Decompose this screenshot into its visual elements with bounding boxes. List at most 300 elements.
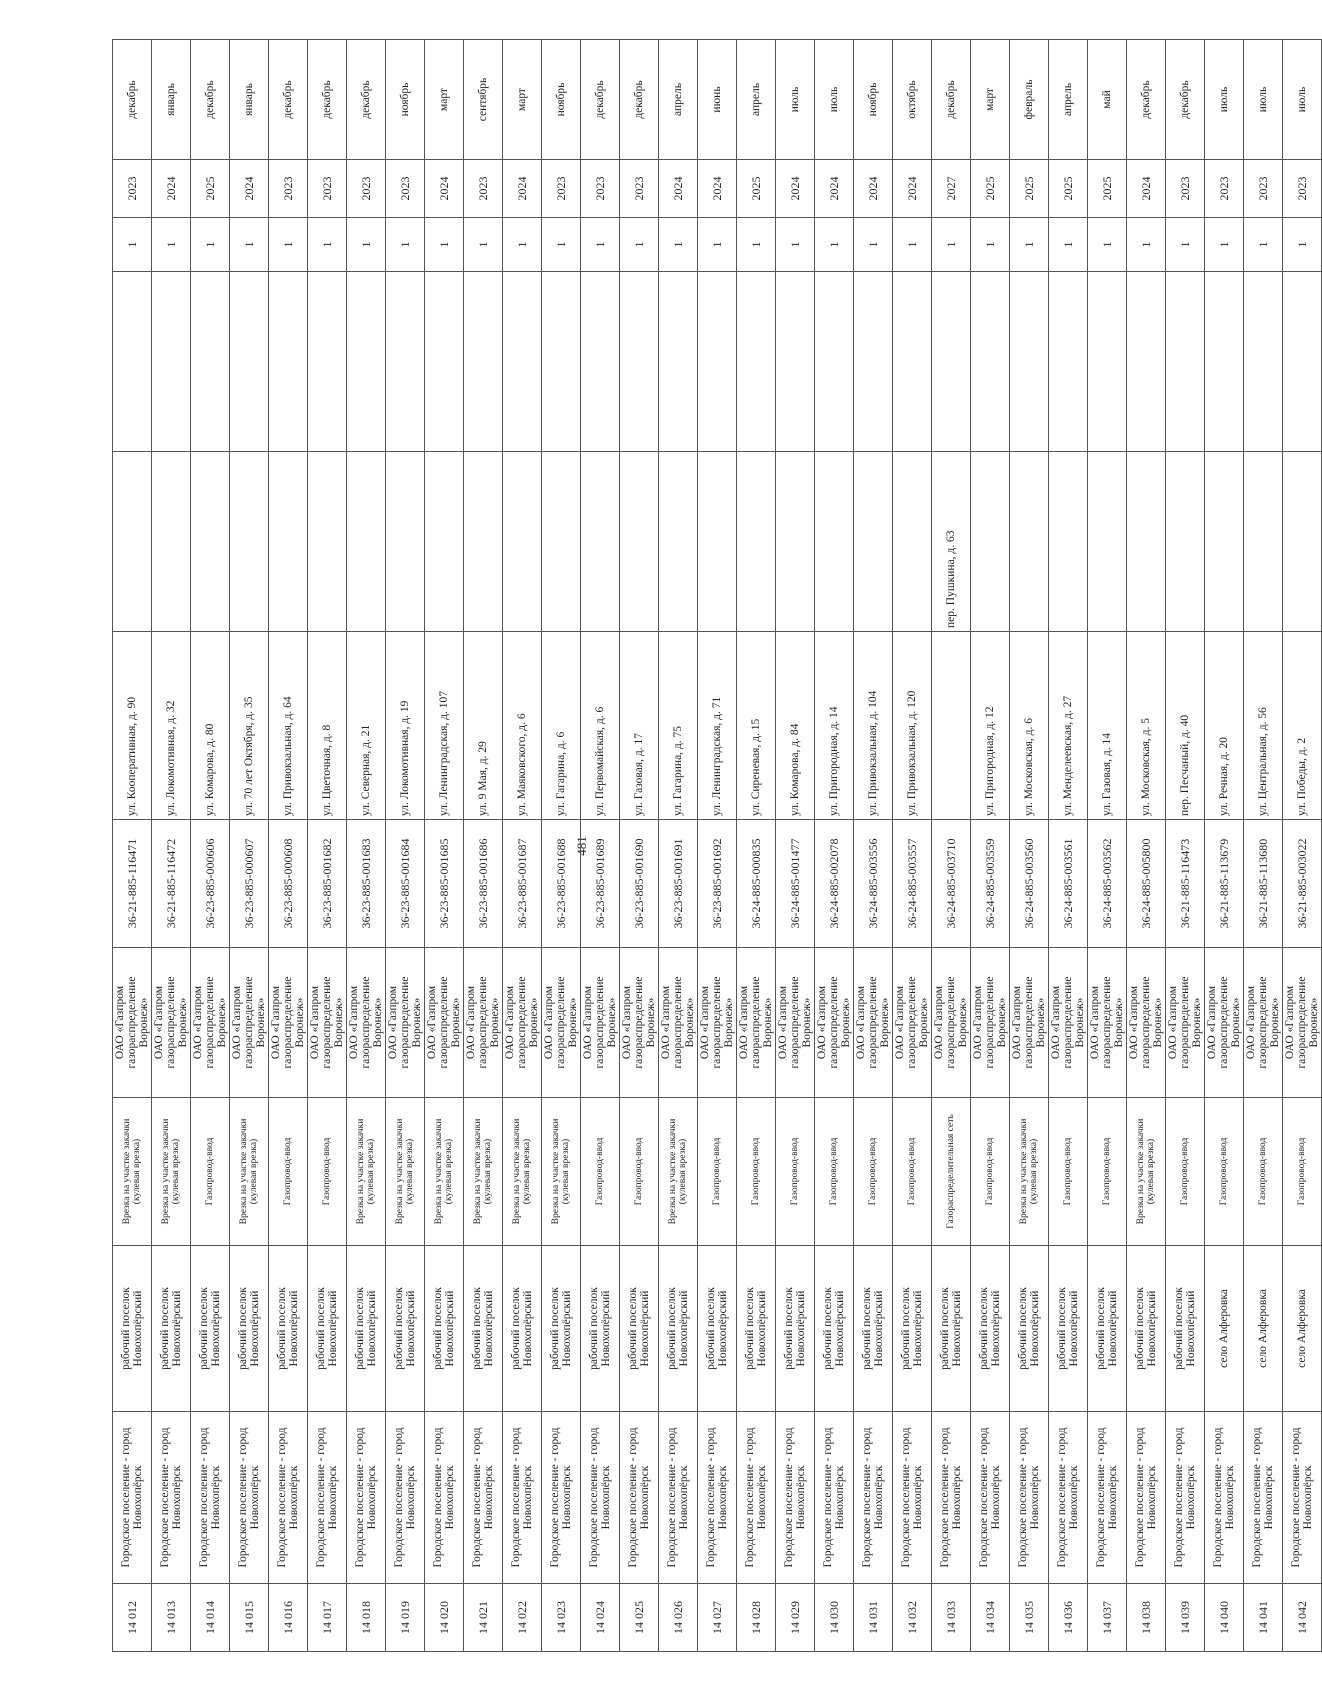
extra-address-cell bbox=[776, 452, 815, 632]
object-code-cell: 36-23-885-001690 bbox=[620, 820, 659, 948]
table-row bbox=[347, 40, 386, 1652]
address-cell: ул. Ленинградская, д. 107 bbox=[425, 632, 464, 820]
extra-address-cell bbox=[620, 452, 659, 632]
extra-address-cell bbox=[542, 452, 581, 632]
object-type-cell: Газопровод-ввод bbox=[269, 1098, 308, 1246]
year-cell: 2024 bbox=[659, 160, 698, 218]
year-cell: 2023 bbox=[1244, 160, 1283, 218]
quantity-cell: 1 bbox=[308, 218, 347, 272]
object-type-cell: Газопровод-ввод bbox=[308, 1098, 347, 1246]
locality-cell: село Алферовка bbox=[1244, 1246, 1283, 1412]
extra-address-cell bbox=[113, 452, 152, 632]
object-code-cell: 36-24-885-003561 bbox=[1049, 820, 1088, 948]
month-cell: декабрь bbox=[191, 40, 230, 160]
row-id: 14 019 bbox=[386, 1584, 425, 1652]
locality-cell: рабочий поселок Новохопёрский bbox=[464, 1246, 503, 1412]
object-type-cell: Газопровод-ввод bbox=[1283, 1098, 1322, 1246]
year-cell: 2023 bbox=[308, 160, 347, 218]
row-id: 14 032 bbox=[893, 1584, 932, 1652]
blank-cell bbox=[620, 272, 659, 452]
page-number: 481 bbox=[574, 836, 589, 856]
year-cell: 2024 bbox=[698, 160, 737, 218]
row-id: 14 038 bbox=[1127, 1584, 1166, 1652]
blank-cell bbox=[464, 272, 503, 452]
blank-cell bbox=[1205, 272, 1244, 452]
table-row bbox=[932, 40, 971, 1652]
quantity-cell: 1 bbox=[620, 218, 659, 272]
object-type-cell: Врезка на участке закачки (кулевая врезка) bbox=[1127, 1098, 1166, 1246]
row-id: 14 035 bbox=[1010, 1584, 1049, 1652]
settlement-cell: Городское поселение - город Новохопёрск bbox=[1166, 1412, 1205, 1584]
object-type-cell: Газопровод-ввод bbox=[815, 1098, 854, 1246]
settlement-cell: Городское поселение - город Новохопёрск bbox=[503, 1412, 542, 1584]
table-row bbox=[503, 40, 542, 1652]
object-type-cell: Газопровод-ввод bbox=[1244, 1098, 1283, 1246]
table-row bbox=[971, 40, 1010, 1652]
blank-cell bbox=[1283, 272, 1322, 452]
settlement-cell: Городское поселение - город Новохопёрск bbox=[1205, 1412, 1244, 1584]
owner-cell: ОАО «Газпром газораспределение Воронеж» bbox=[1127, 948, 1166, 1098]
settlement-cell: Городское поселение - город Новохопёрск bbox=[113, 1412, 152, 1584]
year-cell: 2024 bbox=[854, 160, 893, 218]
blank-cell bbox=[191, 272, 230, 452]
blank-cell bbox=[737, 272, 776, 452]
blank-cell bbox=[308, 272, 347, 452]
address-cell: ул. Московская, д. 6 bbox=[1010, 632, 1049, 820]
address-cell: ул. Сиреневая, д. 15 bbox=[737, 632, 776, 820]
object-code-cell: 36-21-885-113680 bbox=[1244, 820, 1283, 948]
settlement-cell: Городское поселение - город Новохопёрск bbox=[932, 1412, 971, 1584]
object-type-cell: Газопровод-ввод bbox=[893, 1098, 932, 1246]
locality-cell: рабочий поселок Новохопёрский bbox=[854, 1246, 893, 1412]
row-id: 14 029 bbox=[776, 1584, 815, 1652]
extra-address-cell bbox=[152, 452, 191, 632]
object-code-cell: 36-23-885-001687 bbox=[503, 820, 542, 948]
blank-cell bbox=[1244, 272, 1283, 452]
row-id: 14 017 bbox=[308, 1584, 347, 1652]
locality-cell: рабочий поселок Новохопёрский bbox=[698, 1246, 737, 1412]
month-cell: март bbox=[425, 40, 464, 160]
object-code-cell: 36-23-885-001691 bbox=[659, 820, 698, 948]
blank-cell bbox=[971, 272, 1010, 452]
table-row bbox=[152, 40, 191, 1652]
owner-cell: ОАО «Газпром газораспределение Воронеж» bbox=[620, 948, 659, 1098]
year-cell: 2024 bbox=[893, 160, 932, 218]
year-cell: 2024 bbox=[503, 160, 542, 218]
object-code-cell: 36-24-885-003556 bbox=[854, 820, 893, 948]
object-type-cell: Газопровод-ввод bbox=[1049, 1098, 1088, 1246]
owner-cell: ОАО «Газпром газораспределение Воронеж» bbox=[776, 948, 815, 1098]
object-type-cell: Газораспределительная сеть bbox=[932, 1098, 971, 1246]
quantity-cell: 1 bbox=[542, 218, 581, 272]
owner-cell: ОАО «Газпром газораспределение Воронеж» bbox=[1049, 948, 1088, 1098]
quantity-cell: 1 bbox=[854, 218, 893, 272]
blank-cell bbox=[776, 272, 815, 452]
owner-cell: ОАО «Газпром газораспределение Воронеж» bbox=[542, 948, 581, 1098]
blank-cell bbox=[386, 272, 425, 452]
extra-address-cell bbox=[191, 452, 230, 632]
extra-address-cell bbox=[1283, 452, 1322, 632]
year-cell: 2027 bbox=[932, 160, 971, 218]
object-code-cell: 36-21-885-116472 bbox=[152, 820, 191, 948]
object-type-cell: Врезка на участке закачки (кулевая врезка) bbox=[503, 1098, 542, 1246]
month-cell: ноябрь bbox=[386, 40, 425, 160]
object-code-cell: 36-24-885-001477 bbox=[776, 820, 815, 948]
object-type-cell: Газопровод-ввод bbox=[1205, 1098, 1244, 1246]
settlement-cell: Городское поселение - город Новохопёрск bbox=[1010, 1412, 1049, 1584]
month-cell: февраль bbox=[1010, 40, 1049, 160]
object-type-cell: Газопровод-ввод bbox=[698, 1098, 737, 1246]
address-cell: ул. Локомотивная, д. 19 bbox=[386, 632, 425, 820]
year-cell: 2024 bbox=[815, 160, 854, 218]
year-cell: 2023 bbox=[1205, 160, 1244, 218]
month-cell: май bbox=[1088, 40, 1127, 160]
extra-address-cell bbox=[503, 452, 542, 632]
object-code-cell: 36-23-885-001683 bbox=[347, 820, 386, 948]
month-cell: декабрь bbox=[347, 40, 386, 160]
settlement-cell: Городское поселение - город Новохопёрск bbox=[269, 1412, 308, 1584]
object-code-cell: 36-21-885-003022 bbox=[1283, 820, 1322, 948]
settlement-cell: Городское поселение - город Новохопёрск bbox=[347, 1412, 386, 1584]
quantity-cell: 1 bbox=[815, 218, 854, 272]
object-code-cell: 36-24-885-005800 bbox=[1127, 820, 1166, 948]
quantity-cell: 1 bbox=[503, 218, 542, 272]
quantity-cell: 1 bbox=[737, 218, 776, 272]
settlement-cell: Городское поселение - город Новохопёрск bbox=[386, 1412, 425, 1584]
owner-cell: ОАО «Газпром газораспределение Воронеж» bbox=[464, 948, 503, 1098]
settlement-cell: Городское поселение - город Новохопёрск bbox=[1049, 1412, 1088, 1584]
extra-address-cell bbox=[386, 452, 425, 632]
blank-cell bbox=[815, 272, 854, 452]
row-id: 14 033 bbox=[932, 1584, 971, 1652]
table-row bbox=[191, 40, 230, 1652]
year-cell: 2025 bbox=[737, 160, 776, 218]
settlement-cell: Городское поселение - город Новохопёрск bbox=[425, 1412, 464, 1584]
year-cell: 2024 bbox=[152, 160, 191, 218]
month-cell: декабрь bbox=[581, 40, 620, 160]
blank-cell bbox=[1049, 272, 1088, 452]
quantity-cell: 1 bbox=[1283, 218, 1322, 272]
address-cell: ул. Локомотивная, д. 32 bbox=[152, 632, 191, 820]
owner-cell: ОАО «Газпром газораспределение Воронеж» bbox=[1088, 948, 1127, 1098]
table-row bbox=[425, 40, 464, 1652]
address-cell: ул. Речная, д. 20 bbox=[1205, 632, 1244, 820]
row-id: 14 025 bbox=[620, 1584, 659, 1652]
address-cell: ул. Цветочная, д. 8 bbox=[308, 632, 347, 820]
row-id: 14 024 bbox=[581, 1584, 620, 1652]
row-id: 14 022 bbox=[503, 1584, 542, 1652]
blank-cell bbox=[893, 272, 932, 452]
month-cell: апрель bbox=[659, 40, 698, 160]
object-type-cell: Газопровод-ввод bbox=[1166, 1098, 1205, 1246]
table-row bbox=[230, 40, 269, 1652]
quantity-cell: 1 bbox=[230, 218, 269, 272]
table-row bbox=[1010, 40, 1049, 1652]
locality-cell: рабочий поселок Новохопёрский bbox=[386, 1246, 425, 1412]
object-type-cell: Врезка на участке закачки (кулевая врезка) bbox=[230, 1098, 269, 1246]
month-cell: июль bbox=[1205, 40, 1244, 160]
blank-cell bbox=[932, 272, 971, 452]
locality-cell: рабочий поселок Новохопёрский bbox=[776, 1246, 815, 1412]
object-type-cell: Врезка на участке закачки (кулевая врезка) bbox=[386, 1098, 425, 1246]
extra-address-cell bbox=[1088, 452, 1127, 632]
owner-cell: ОАО «Газпром газораспределение Воронеж» bbox=[932, 948, 971, 1098]
object-type-cell: Газопровод-ввод bbox=[971, 1098, 1010, 1246]
year-cell: 2023 bbox=[113, 160, 152, 218]
address-cell: ул. Ленинградская, д. 71 bbox=[698, 632, 737, 820]
locality-cell: село Алферовка bbox=[1205, 1246, 1244, 1412]
locality-cell: рабочий поселок Новохопёрский bbox=[347, 1246, 386, 1412]
locality-cell: рабочий поселок Новохопёрский bbox=[425, 1246, 464, 1412]
quantity-cell: 1 bbox=[971, 218, 1010, 272]
quantity-cell: 1 bbox=[1088, 218, 1127, 272]
locality-cell: рабочий поселок Новохопёрский bbox=[1010, 1246, 1049, 1412]
blank-cell bbox=[854, 272, 893, 452]
locality-cell: рабочий поселок Новохопёрский bbox=[542, 1246, 581, 1412]
address-cell: ул. 70 лет Октября, д. 35 bbox=[230, 632, 269, 820]
object-code-cell: 36-23-885-001686 bbox=[464, 820, 503, 948]
table-row bbox=[1049, 40, 1088, 1652]
owner-cell: ОАО «Газпром газораспределение Воронеж» bbox=[308, 948, 347, 1098]
extra-address-cell bbox=[659, 452, 698, 632]
settlement-cell: Городское поселение - город Новохопёрск bbox=[1283, 1412, 1322, 1584]
quantity-cell: 1 bbox=[893, 218, 932, 272]
month-cell: март bbox=[971, 40, 1010, 160]
row-id: 14 042 bbox=[1283, 1584, 1322, 1652]
object-type-cell: Газопровод-ввод bbox=[191, 1098, 230, 1246]
owner-cell: ОАО «Газпром газораспределение Воронеж» bbox=[1283, 948, 1322, 1098]
extra-address-cell bbox=[971, 452, 1010, 632]
month-cell: декабрь bbox=[269, 40, 308, 160]
month-cell: март bbox=[503, 40, 542, 160]
blank-cell bbox=[152, 272, 191, 452]
object-code-cell: 36-23-885-000607 bbox=[230, 820, 269, 948]
quantity-cell: 1 bbox=[464, 218, 503, 272]
year-cell: 2023 bbox=[620, 160, 659, 218]
row-id: 14 036 bbox=[1049, 1584, 1088, 1652]
row-id: 14 015 bbox=[230, 1584, 269, 1652]
address-cell bbox=[932, 632, 971, 820]
address-cell: ул. Привокзальная, д. 104 bbox=[854, 632, 893, 820]
row-id: 14 014 bbox=[191, 1584, 230, 1652]
settlement-cell: Городское поселение - город Новохопёрск bbox=[464, 1412, 503, 1584]
table-row bbox=[308, 40, 347, 1652]
year-cell: 2025 bbox=[191, 160, 230, 218]
extra-address-cell bbox=[1166, 452, 1205, 632]
address-cell: ул. Газовая, д. 14 bbox=[1088, 632, 1127, 820]
extra-address-cell bbox=[269, 452, 308, 632]
row-id: 14 027 bbox=[698, 1584, 737, 1652]
object-code-cell: 36-24-885-000835 bbox=[737, 820, 776, 948]
locality-cell: рабочий поселок Новохопёрский bbox=[113, 1246, 152, 1412]
month-cell: декабрь bbox=[1166, 40, 1205, 160]
address-cell: ул. Первомайская, д. 6 bbox=[581, 632, 620, 820]
owner-cell: ОАО «Газпром газораспределение Воронеж» bbox=[737, 948, 776, 1098]
table-row bbox=[737, 40, 776, 1652]
table-row bbox=[620, 40, 659, 1652]
year-cell: 2023 bbox=[581, 160, 620, 218]
year-cell: 2023 bbox=[542, 160, 581, 218]
object-type-cell: Газопровод-ввод bbox=[776, 1098, 815, 1246]
address-cell: ул. Комарова, д. 84 bbox=[776, 632, 815, 820]
owner-cell: ОАО «Газпром газораспределение Воронеж» bbox=[971, 948, 1010, 1098]
quantity-cell: 1 bbox=[191, 218, 230, 272]
quantity-cell: 1 bbox=[1127, 218, 1166, 272]
extra-address-cell bbox=[1244, 452, 1283, 632]
object-type-cell: Газопровод-ввод bbox=[620, 1098, 659, 1246]
object-type-cell: Газопровод-ввод bbox=[854, 1098, 893, 1246]
object-code-cell: 36-23-885-001684 bbox=[386, 820, 425, 948]
address-cell: ул. Комарова, д. 80 bbox=[191, 632, 230, 820]
extra-address-cell bbox=[230, 452, 269, 632]
table-row bbox=[1205, 40, 1244, 1652]
rotated-table-container bbox=[112, 40, 1320, 1652]
year-cell: 2025 bbox=[971, 160, 1010, 218]
settlement-cell: Городское поселение - город Новохопёрск bbox=[581, 1412, 620, 1584]
owner-cell: ОАО «Газпром газораспределение Воронеж» bbox=[581, 948, 620, 1098]
owner-cell: ОАО «Газпром газораспределение Воронеж» bbox=[269, 948, 308, 1098]
settlement-cell: Городское поселение - город Новохопёрск bbox=[191, 1412, 230, 1584]
blank-cell bbox=[698, 272, 737, 452]
address-cell: ул. Гагарина, д. 6 bbox=[542, 632, 581, 820]
locality-cell: рабочий поселок Новохопёрский bbox=[1127, 1246, 1166, 1412]
extra-address-cell bbox=[464, 452, 503, 632]
object-code-cell: 36-24-885-002078 bbox=[815, 820, 854, 948]
month-cell: апрель bbox=[1049, 40, 1088, 160]
locality-cell: рабочий поселок Новохопёрский bbox=[308, 1246, 347, 1412]
blank-cell bbox=[1127, 272, 1166, 452]
locality-cell: рабочий поселок Новохопёрский bbox=[971, 1246, 1010, 1412]
settlement-cell: Городское поселение - город Новохопёрск bbox=[971, 1412, 1010, 1584]
month-cell: июнь bbox=[698, 40, 737, 160]
locality-cell: рабочий поселок Новохопёрский bbox=[932, 1246, 971, 1412]
blank-cell bbox=[503, 272, 542, 452]
table-row bbox=[893, 40, 932, 1652]
locality-cell: рабочий поселок Новохопёрский bbox=[269, 1246, 308, 1412]
settlement-cell: Городское поселение - город Новохопёрск bbox=[152, 1412, 191, 1584]
month-cell: ноябрь bbox=[854, 40, 893, 160]
blank-cell bbox=[581, 272, 620, 452]
address-cell: ул. Победы, д. 2 bbox=[1283, 632, 1322, 820]
owner-cell: ОАО «Газпром газораспределение Воронеж» bbox=[425, 948, 464, 1098]
object-code-cell: 36-21-885-116471 bbox=[113, 820, 152, 948]
settlement-cell: Городское поселение - город Новохопёрск bbox=[1127, 1412, 1166, 1584]
address-cell: ул. Менделеевская, д. 27 bbox=[1049, 632, 1088, 820]
month-cell: декабрь bbox=[932, 40, 971, 160]
quantity-cell: 1 bbox=[269, 218, 308, 272]
row-id: 14 039 bbox=[1166, 1584, 1205, 1652]
address-cell: ул. Гагарина, д. 75 bbox=[659, 632, 698, 820]
locality-cell: село Алферовка bbox=[1283, 1246, 1322, 1412]
owner-cell: ОАО «Газпром газораспределение Воронеж» bbox=[815, 948, 854, 1098]
blank-cell bbox=[113, 272, 152, 452]
row-id: 14 031 bbox=[854, 1584, 893, 1652]
extra-address-cell bbox=[581, 452, 620, 632]
quantity-cell: 1 bbox=[698, 218, 737, 272]
quantity-cell: 1 bbox=[1010, 218, 1049, 272]
object-type-cell: Врезка на участке закачки (кулевая врезка) bbox=[347, 1098, 386, 1246]
locality-cell: рабочий поселок Новохопёрский bbox=[191, 1246, 230, 1412]
year-cell: 2023 bbox=[269, 160, 308, 218]
year-cell: 2025 bbox=[1010, 160, 1049, 218]
owner-cell: ОАО «Газпром газораспределение Воронеж» bbox=[113, 948, 152, 1098]
owner-cell: ОАО «Газпром газораспределение Воронеж» bbox=[1166, 948, 1205, 1098]
object-code-cell: 36-24-885-003557 bbox=[893, 820, 932, 948]
gas-objects-table bbox=[112, 39, 1322, 1652]
year-cell: 2024 bbox=[425, 160, 464, 218]
locality-cell: рабочий поселок Новохопёрский bbox=[581, 1246, 620, 1412]
quantity-cell: 1 bbox=[386, 218, 425, 272]
row-id: 14 012 bbox=[113, 1584, 152, 1652]
blank-cell bbox=[347, 272, 386, 452]
owner-cell: ОАО «Газпром газораспределение Воронеж» bbox=[1010, 948, 1049, 1098]
owner-cell: ОАО «Газпром газораспределение Воронеж» bbox=[503, 948, 542, 1098]
object-code-cell: 36-24-885-003559 bbox=[971, 820, 1010, 948]
owner-cell: ОАО «Газпром газораспределение Воронеж» bbox=[152, 948, 191, 1098]
object-code-cell: 36-21-885-116473 bbox=[1166, 820, 1205, 948]
table-row bbox=[1166, 40, 1205, 1652]
month-cell: июль bbox=[1244, 40, 1283, 160]
object-type-cell: Врезка на участке закачки (кулевая врезка) bbox=[1010, 1098, 1049, 1246]
settlement-cell: Городское поселение - город Новохопёрск bbox=[620, 1412, 659, 1584]
month-cell: апрель bbox=[737, 40, 776, 160]
address-cell: ул. Северная, д. 21 bbox=[347, 632, 386, 820]
blank-cell bbox=[1088, 272, 1127, 452]
blank-cell bbox=[425, 272, 464, 452]
object-code-cell: 36-21-885-113679 bbox=[1205, 820, 1244, 948]
owner-cell: ОАО «Газпром газораспределение Воронеж» bbox=[893, 948, 932, 1098]
address-cell: ул. Центральная, д. 56 bbox=[1244, 632, 1283, 820]
quantity-cell: 1 bbox=[1049, 218, 1088, 272]
settlement-cell: Городское поселение - город Новохопёрск bbox=[542, 1412, 581, 1584]
extra-address-cell bbox=[1049, 452, 1088, 632]
object-type-cell: Врезка на участке закачки (кулевая врезка) bbox=[542, 1098, 581, 1246]
table-row bbox=[269, 40, 308, 1652]
quantity-cell: 1 bbox=[932, 218, 971, 272]
settlement-cell: Городское поселение - город Новохопёрск bbox=[737, 1412, 776, 1584]
row-id: 14 037 bbox=[1088, 1584, 1127, 1652]
extra-address-cell bbox=[1127, 452, 1166, 632]
blank-cell bbox=[269, 272, 308, 452]
table-row bbox=[815, 40, 854, 1652]
row-id: 14 034 bbox=[971, 1584, 1010, 1652]
year-cell: 2023 bbox=[1283, 160, 1322, 218]
object-code-cell: 36-23-885-001692 bbox=[698, 820, 737, 948]
settlement-cell: Городское поселение - город Новохопёрск bbox=[308, 1412, 347, 1584]
table-row bbox=[1088, 40, 1127, 1652]
address-cell: ул. Маяковского, д. 6 bbox=[503, 632, 542, 820]
object-type-cell: Врезка на участке закачки (кулевая врезка) bbox=[659, 1098, 698, 1246]
quantity-cell: 1 bbox=[152, 218, 191, 272]
row-id: 14 021 bbox=[464, 1584, 503, 1652]
month-cell: июль bbox=[815, 40, 854, 160]
row-id: 14 041 bbox=[1244, 1584, 1283, 1652]
locality-cell: рабочий поселок Новохопёрский bbox=[1049, 1246, 1088, 1412]
table-row bbox=[113, 40, 152, 1652]
table-row bbox=[386, 40, 425, 1652]
month-cell: октябрь bbox=[893, 40, 932, 160]
object-code-cell: 36-23-885-001685 bbox=[425, 820, 464, 948]
quantity-cell: 1 bbox=[1166, 218, 1205, 272]
row-id: 14 028 bbox=[737, 1584, 776, 1652]
owner-cell: ОАО «Газпром газораспределение Воронеж» bbox=[1244, 948, 1283, 1098]
row-id: 14 040 bbox=[1205, 1584, 1244, 1652]
quantity-cell: 1 bbox=[113, 218, 152, 272]
owner-cell: ОАО «Газпром газораспределение Воронеж» bbox=[347, 948, 386, 1098]
table-row bbox=[854, 40, 893, 1652]
settlement-cell: Городское поселение - город Новохопёрск bbox=[659, 1412, 698, 1584]
blank-cell bbox=[1166, 272, 1205, 452]
